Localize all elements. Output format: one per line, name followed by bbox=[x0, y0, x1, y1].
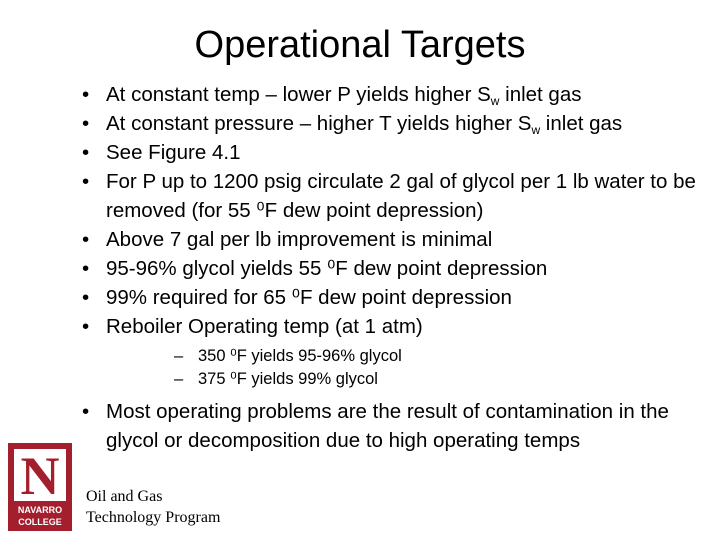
slide-title: Operational Targets bbox=[194, 24, 526, 66]
footer-line-1: Oil and Gas bbox=[86, 488, 163, 505]
dash-marker: – bbox=[174, 347, 184, 365]
bullet-item: • At constant pressure – higher T yields higher $S_w$ inlet gas bbox=[72, 109, 702, 138]
logo-letter: N bbox=[14, 449, 66, 501]
bullet-marker: • bbox=[82, 83, 90, 106]
logo-word-college: COLLEGE bbox=[18, 517, 62, 527]
bullet-marker: • bbox=[82, 400, 90, 423]
bullet-item: • See Figure 4.1 bbox=[72, 138, 702, 167]
sub-bullet-list bbox=[106, 345, 702, 391]
footer-line-2: Technology Program bbox=[86, 509, 221, 526]
bullet-item: • 99% required for 65 ⁰F dew point depression bbox=[72, 283, 702, 312]
bullet-item: • Most operating problems are the result of contamination in the glycol or decomposition due to high operating temps bbox=[72, 397, 702, 455]
bullet-item: • At constant temp – lower P yields higher $S_w$ inlet gas bbox=[72, 80, 702, 109]
bullet-marker: • bbox=[82, 228, 90, 251]
footer-program-name bbox=[86, 486, 220, 528]
sub-bullet-item: – 375 ⁰F yields 99% glycol bbox=[106, 368, 702, 391]
bullet-item: • For P up to 1200 psig circulate 2 gal of glycol per 1 lb water to be removed (for 55 ⁰F dew point depression) bbox=[72, 167, 702, 225]
navarro-college-logo bbox=[8, 443, 72, 531]
bullet-item: • 95-96% glycol yields 55 ⁰F dew point depression bbox=[72, 254, 702, 283]
bullet-list bbox=[72, 80, 702, 455]
bullet-marker: • bbox=[82, 257, 90, 280]
dash-marker: – bbox=[174, 370, 184, 388]
bullet-marker: • bbox=[82, 286, 90, 309]
logo-word-navarro: NAVARRO bbox=[17, 505, 63, 515]
bullet-marker: • bbox=[82, 141, 90, 164]
bullet-marker: • bbox=[82, 170, 90, 193]
bullet-item: • Above 7 gal per lb improvement is minimal bbox=[72, 225, 702, 254]
bullet-marker: • bbox=[82, 112, 90, 135]
bullet-marker: • bbox=[82, 315, 90, 338]
sub-bullet-item: – 350 ⁰F yields 95-96% glycol bbox=[106, 345, 702, 368]
bullet-item: • Reboiler Operating temp (at 1 atm) – 350 ⁰F yields 95-96% glycol – 375 ⁰F yields 99% glycol bbox=[72, 312, 702, 391]
